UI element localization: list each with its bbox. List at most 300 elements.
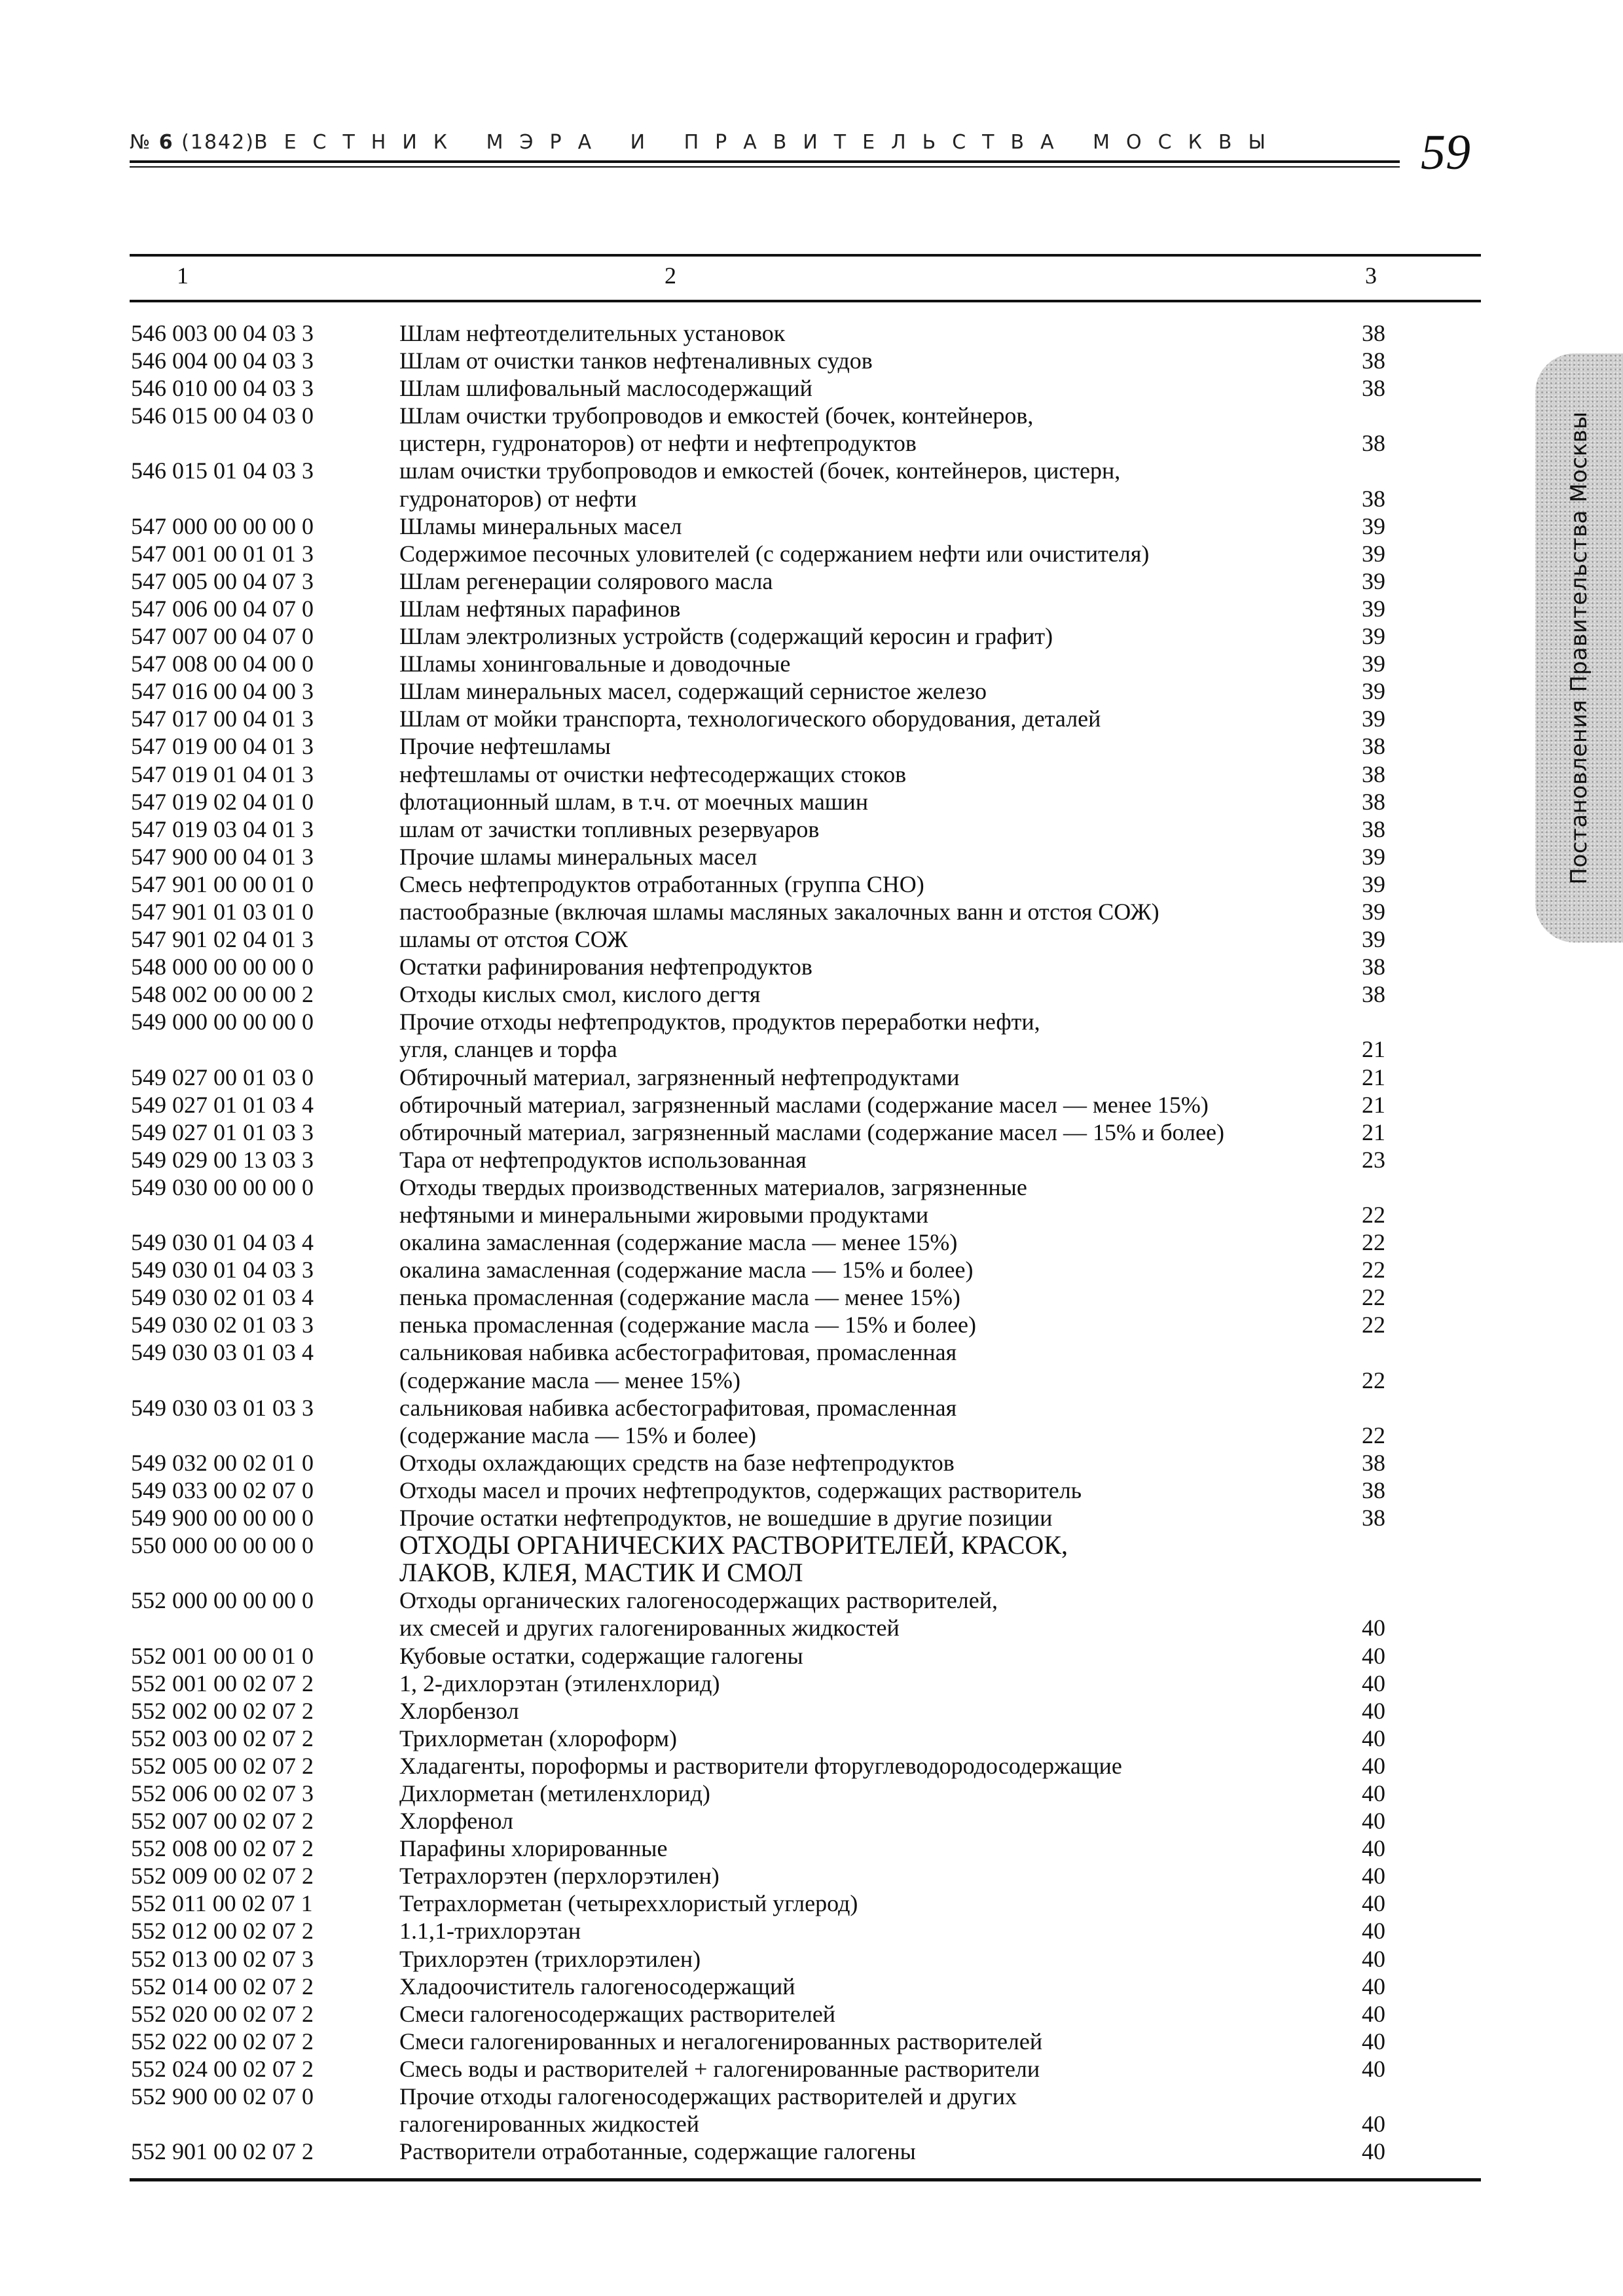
waste-name xyxy=(399,1973,1336,2000)
waste-class: 22 xyxy=(1362,1257,1385,1283)
waste-name xyxy=(399,2055,1336,2083)
waste-code: 552 013 00 02 07 3 xyxy=(131,1945,314,1972)
waste-name xyxy=(399,402,1336,457)
table-row xyxy=(0,1504,1623,1532)
waste-name-line: Отходы кислых смол, кислого дегтя xyxy=(399,981,761,1008)
waste-name-line: Прочие отходы нефтепродуктов, продуктов переработки нефти, xyxy=(399,1009,1040,1035)
waste-name-line: Отходы органических галогеносодержащих растворителей, xyxy=(399,1587,998,1614)
table-row xyxy=(0,1477,1623,1504)
waste-name-line: Содержимое песочных уловителей (с содержанием нефти или очистителя) xyxy=(399,540,1150,567)
waste-class: 38 xyxy=(1362,430,1385,457)
table-row xyxy=(0,2083,1623,2138)
running-header xyxy=(130,131,1400,177)
table-row xyxy=(0,1146,1623,1174)
waste-code: 552 014 00 02 07 2 xyxy=(131,1973,314,2000)
header-rule xyxy=(130,160,1400,163)
waste-name xyxy=(399,622,1336,650)
waste-name xyxy=(399,1064,1336,1091)
waste-name xyxy=(399,1642,1336,1670)
waste-name-line: обтирочный материал, загрязненный маслами (содержание масел — менее 15%) xyxy=(399,1091,1209,1118)
table-row xyxy=(0,1973,1623,2000)
table-row xyxy=(0,1697,1623,1725)
waste-code: 549 029 00 13 03 3 xyxy=(131,1146,314,1173)
table-row xyxy=(0,870,1623,898)
waste-name xyxy=(399,1835,1336,1862)
waste-code: 547 017 00 04 01 3 xyxy=(131,706,314,732)
table-row xyxy=(0,1807,1623,1835)
waste-name-line: угля, сланцев и торфа xyxy=(399,1036,617,1063)
waste-class: 38 xyxy=(1362,788,1385,815)
waste-name-line: гудронаторов) от нефти xyxy=(399,485,637,512)
waste-class: 40 xyxy=(1362,1808,1385,1835)
waste-code: 546 010 00 04 03 3 xyxy=(131,375,314,402)
waste-code: 552 900 00 02 07 0 xyxy=(131,2083,314,2109)
waste-class: 38 xyxy=(1362,348,1385,374)
waste-name-line: сальниковая набивка асбестографитовая, промасленная xyxy=(399,1394,957,1421)
waste-class: 38 xyxy=(1362,733,1385,760)
waste-name xyxy=(399,457,1336,512)
waste-code: 548 002 00 00 00 2 xyxy=(131,981,314,1008)
table-row xyxy=(0,1587,1623,1641)
table-row xyxy=(0,1670,1623,1697)
waste-code: 552 020 00 02 07 2 xyxy=(131,2000,314,2027)
table-row xyxy=(0,595,1623,622)
waste-code: 549 030 02 01 03 3 xyxy=(131,1312,314,1338)
waste-class: 38 xyxy=(1362,1449,1385,1476)
waste-name xyxy=(399,319,1336,347)
waste-code: 549 030 02 01 03 4 xyxy=(131,1284,314,1311)
waste-class: 40 xyxy=(1362,1835,1385,1862)
waste-name-line: окалина замасленная (содержание масла — менее 15%) xyxy=(399,1229,958,1256)
waste-name-line: Остатки рафинирования нефтепродуктов xyxy=(399,954,812,980)
waste-name-line: (содержание масла — 15% и более) xyxy=(399,1422,757,1448)
waste-name-line: Дихлорметан (метиленхлорид) xyxy=(399,1780,710,1806)
waste-class: 40 xyxy=(1362,1945,1385,1972)
waste-name-line: 1, 2-дихлорэтан (этиленхлорид) xyxy=(399,1670,720,1696)
waste-class: 38 xyxy=(1362,320,1385,346)
waste-name xyxy=(399,1256,1336,1283)
waste-code: 552 006 00 02 07 3 xyxy=(131,1780,314,1806)
waste-name xyxy=(399,843,1336,870)
waste-name xyxy=(399,1532,1336,1587)
table-row xyxy=(0,319,1623,347)
waste-name xyxy=(399,816,1336,843)
waste-name-line: Хлорбензол xyxy=(399,1697,519,1724)
table-row xyxy=(0,402,1623,457)
column-header-class: 3 xyxy=(1365,262,1377,289)
waste-code: 546 003 00 04 03 3 xyxy=(131,320,314,346)
waste-name xyxy=(399,1890,1336,1917)
waste-name xyxy=(399,761,1336,788)
table-row xyxy=(0,650,1623,677)
waste-class: 40 xyxy=(1362,1780,1385,1806)
waste-name-line: шлам от зачистки топливных резервуаров xyxy=(399,816,820,842)
waste-class: 22 xyxy=(1362,1284,1385,1311)
table-row xyxy=(0,1256,1623,1283)
waste-name xyxy=(399,1917,1336,1945)
waste-name-line: флотационный шлам, в т.ч. от моечных машин xyxy=(399,788,869,815)
waste-name-line: Шлам нефтеотделительных установок xyxy=(399,320,786,346)
issue-number: № 6 (1842) xyxy=(130,131,255,154)
waste-name xyxy=(399,1449,1336,1477)
waste-name-line: Обтирочный материал, загрязненный нефтепродуктами xyxy=(399,1064,960,1090)
waste-code: 552 003 00 02 07 2 xyxy=(131,1725,314,1751)
waste-name xyxy=(399,1807,1336,1835)
waste-name-line: Тетрахлорметан (четыреххлористый углерод) xyxy=(399,1890,858,1917)
waste-name-line: нефтешламы от очистки нефтесодержащих стоков xyxy=(399,761,907,787)
waste-class: 40 xyxy=(1362,1863,1385,1890)
waste-code: 548 000 00 00 00 0 xyxy=(131,954,314,980)
table-row xyxy=(0,1642,1623,1670)
waste-name xyxy=(399,1146,1336,1174)
waste-code: 547 005 00 04 07 3 xyxy=(131,567,314,594)
waste-name xyxy=(399,1862,1336,1890)
waste-code: 549 032 00 02 01 0 xyxy=(131,1449,314,1476)
waste-name xyxy=(399,980,1336,1008)
waste-name-line: Шлам от очистки танков нефтеналивных судов xyxy=(399,348,873,374)
table-bottom-rule xyxy=(130,2178,1481,2181)
waste-name-line: Шлам минеральных масел, содержащий сернистое железо xyxy=(399,678,987,705)
waste-class: 39 xyxy=(1362,926,1385,953)
waste-name-line: Шламы минеральных масел xyxy=(399,512,682,539)
waste-class: 22 xyxy=(1362,1367,1385,1393)
table-row xyxy=(0,1283,1623,1311)
waste-class: 39 xyxy=(1362,898,1385,925)
table-row xyxy=(0,540,1623,567)
waste-class: 40 xyxy=(1362,2000,1385,2027)
waste-class: 38 xyxy=(1362,485,1385,512)
table-row xyxy=(0,705,1623,732)
waste-class: 38 xyxy=(1362,954,1385,980)
waste-name-line: шлам очистки трубопроводов и емкостей (бочек, контейнеров, цистерн, xyxy=(399,457,1121,484)
table-row xyxy=(0,953,1623,980)
waste-name-line: Смеси галогенированных и негалогенированных растворителей xyxy=(399,2028,1043,2054)
waste-code: 547 901 00 00 01 0 xyxy=(131,870,314,897)
table-row xyxy=(0,2138,1623,2165)
waste-name-line: цистерн, гудронаторов) от нефти и нефтепродуктов xyxy=(399,430,917,457)
waste-code: 547 019 01 04 01 3 xyxy=(131,761,314,787)
waste-name xyxy=(399,567,1336,595)
table-row xyxy=(0,898,1623,925)
table-row xyxy=(0,816,1623,843)
waste-name-line: Парафины хлорированные xyxy=(399,1835,668,1862)
waste-name xyxy=(399,1725,1336,1752)
waste-class: 38 xyxy=(1362,1505,1385,1532)
waste-name-line: пастообразные (включая шламы масляных закалочных ванн и отстоя СОЖ) xyxy=(399,898,1159,925)
waste-code: 552 000 00 00 00 0 xyxy=(131,1587,314,1614)
waste-class: 22 xyxy=(1362,1229,1385,1256)
waste-code: 552 007 00 02 07 2 xyxy=(131,1808,314,1835)
table-row xyxy=(0,1008,1623,1063)
waste-class: 40 xyxy=(1362,1615,1385,1641)
section-heading-row xyxy=(0,1532,1623,1587)
table-row xyxy=(0,1917,1623,1945)
waste-class: 22 xyxy=(1362,1312,1385,1338)
waste-class: 21 xyxy=(1362,1036,1385,1063)
column-header-code: 1 xyxy=(177,262,189,289)
waste-name xyxy=(399,2083,1336,2138)
waste-code: 549 030 01 04 03 3 xyxy=(131,1257,314,1283)
waste-name-line: 1.1,1-трихлорэтан xyxy=(399,1918,581,1945)
waste-class: 40 xyxy=(1362,1670,1385,1696)
waste-name xyxy=(399,1174,1336,1229)
waste-class: 22 xyxy=(1362,1202,1385,1228)
table-row xyxy=(0,1890,1623,1917)
waste-class: 39 xyxy=(1362,540,1385,567)
waste-name-line: Смесь воды и растворителей + галогенированные растворители xyxy=(399,2055,1040,2082)
journal-title: ВЕСТНИК МЭРА И ПРАВИТЕЛЬСТВА МОСКВЫ xyxy=(254,131,1282,154)
waste-name xyxy=(399,2138,1336,2165)
waste-name xyxy=(399,1504,1336,1532)
table-row xyxy=(0,1229,1623,1256)
waste-code: 552 002 00 02 07 2 xyxy=(131,1697,314,1724)
waste-name-line: Прочие отходы галогеносодержащих растворителей и других xyxy=(399,2083,1017,2109)
waste-name xyxy=(399,732,1336,760)
waste-name-line: Растворители отработанные, содержащие галогены xyxy=(399,2138,916,2165)
waste-code: 547 901 01 03 01 0 xyxy=(131,898,314,925)
waste-name-line: Хладоочиститель галогеносодержащий xyxy=(399,1973,795,2000)
waste-class: 21 xyxy=(1362,1091,1385,1118)
table-row xyxy=(0,1119,1623,1146)
waste-name-line: Шлам электролизных устройств (содержащий керосин и графит) xyxy=(399,623,1053,650)
waste-class: 40 xyxy=(1362,1973,1385,2000)
waste-name xyxy=(399,788,1336,816)
waste-class: 39 xyxy=(1362,706,1385,732)
waste-code: 547 008 00 04 00 0 xyxy=(131,651,314,677)
waste-class: 38 xyxy=(1362,375,1385,402)
waste-name-line: Отходы твердых производственных материалов, загрязненные xyxy=(399,1174,1027,1200)
waste-name-line: Хладагенты, пороформы и растворители фторуглеводородосодержащие xyxy=(399,1752,1122,1779)
waste-code: 547 001 00 01 01 3 xyxy=(131,540,314,567)
waste-class: 40 xyxy=(1362,1642,1385,1669)
waste-name xyxy=(399,705,1336,732)
waste-name xyxy=(399,540,1336,567)
waste-code: 549 033 00 02 07 0 xyxy=(131,1477,314,1503)
waste-name-line: Шлам регенерации солярового масла xyxy=(399,567,773,594)
waste-code: 552 901 00 02 07 2 xyxy=(131,2138,314,2165)
waste-name-line: Смеси галогеносодержащих растворителей xyxy=(399,2000,836,2027)
waste-name xyxy=(399,1283,1336,1311)
table-row xyxy=(0,1752,1623,1780)
waste-name xyxy=(399,1587,1336,1641)
waste-name-line: сальниковая набивка асбестографитовая, промасленная xyxy=(399,1339,957,1366)
waste-code: 547 016 00 04 00 3 xyxy=(131,678,314,705)
waste-name-line: пенька промасленная (содержание масла — менее 15%) xyxy=(399,1284,960,1311)
waste-code: 552 022 00 02 07 2 xyxy=(131,2028,314,2054)
waste-name-line: Отходы охлаждающих средств на базе нефтепродуктов xyxy=(399,1449,955,1476)
table-row xyxy=(0,1862,1623,1890)
table-row xyxy=(0,1174,1623,1229)
waste-class: 40 xyxy=(1362,1890,1385,1917)
waste-class: 38 xyxy=(1362,1477,1385,1503)
waste-code: 552 001 00 02 07 2 xyxy=(131,1670,314,1696)
table-row xyxy=(0,512,1623,540)
waste-name-line: Тетрахлорэтен (перхлорэтилен) xyxy=(399,1863,720,1890)
waste-code: 552 009 00 02 07 2 xyxy=(131,1863,314,1890)
waste-code: 549 000 00 00 00 0 xyxy=(131,1009,314,1035)
waste-name xyxy=(399,512,1336,540)
waste-name-line: Шлам шлифовальный маслосодержащий xyxy=(399,375,812,402)
waste-name-line: окалина замасленная (содержание масла — 15% и более) xyxy=(399,1257,974,1283)
waste-name xyxy=(399,898,1336,925)
waste-code: 547 900 00 04 01 3 xyxy=(131,843,314,870)
waste-name xyxy=(399,347,1336,374)
waste-class: 39 xyxy=(1362,843,1385,870)
waste-name-line: ОТХОДЫ ОРГАНИЧЕСКИХ РАСТВОРИТЕЛЕЙ, КРАСОК, xyxy=(399,1530,1068,1560)
waste-code: 549 900 00 00 00 0 xyxy=(131,1505,314,1532)
waste-code: 552 008 00 02 07 2 xyxy=(131,1835,314,1862)
table-row xyxy=(0,1449,1623,1477)
waste-code: 546 015 01 04 03 3 xyxy=(131,457,314,484)
table-row xyxy=(0,732,1623,760)
waste-code: 547 901 02 04 01 3 xyxy=(131,926,314,953)
table-row xyxy=(0,1338,1623,1393)
table-row xyxy=(0,1945,1623,1973)
waste-class: 40 xyxy=(1362,2111,1385,2138)
waste-code: 549 027 00 01 03 0 xyxy=(131,1064,314,1090)
waste-code: 549 027 01 01 03 3 xyxy=(131,1119,314,1145)
waste-name xyxy=(399,2028,1336,2055)
table-row xyxy=(0,761,1623,788)
waste-code: 546 004 00 04 03 3 xyxy=(131,348,314,374)
waste-class: 39 xyxy=(1362,623,1385,650)
waste-code: 549 030 03 01 03 3 xyxy=(131,1394,314,1421)
waste-class: 40 xyxy=(1362,1725,1385,1751)
waste-name xyxy=(399,1311,1336,1338)
waste-name xyxy=(399,1477,1336,1504)
waste-name xyxy=(399,677,1336,705)
table-row xyxy=(0,2028,1623,2055)
table-row xyxy=(0,374,1623,402)
waste-name xyxy=(399,1780,1336,1807)
waste-name-line: Шлам от мойки транспорта, технологического оборудования, деталей xyxy=(399,706,1101,732)
side-tab-label: Постановления Правительства Москвы xyxy=(1566,411,1592,885)
waste-code: 547 000 00 00 00 0 xyxy=(131,512,314,539)
waste-code: 552 011 00 02 07 1 xyxy=(131,1890,313,1917)
header-rule-thin xyxy=(130,166,1400,168)
table-row xyxy=(0,843,1623,870)
waste-name xyxy=(399,870,1336,898)
waste-class: 21 xyxy=(1362,1064,1385,1090)
waste-class: 40 xyxy=(1362,2138,1385,2165)
table-row xyxy=(0,567,1623,595)
table-row xyxy=(0,347,1623,374)
waste-class: 23 xyxy=(1362,1146,1385,1173)
waste-name-line: Прочие нефтешламы xyxy=(399,733,611,760)
waste-class: 40 xyxy=(1362,1752,1385,1779)
waste-name-line: обтирочный материал, загрязненный маслами (содержание масел — 15% и более) xyxy=(399,1119,1224,1145)
waste-code: 546 015 00 04 03 0 xyxy=(131,403,314,429)
waste-name-line: их смесей и других галогенированных жидкостей xyxy=(399,1615,900,1641)
waste-name-line: Трихлорметан (хлороформ) xyxy=(399,1725,677,1751)
waste-name-line: Отходы масел и прочих нефтепродуктов, содержащих растворитель xyxy=(399,1477,1082,1503)
waste-name-line: пенька промасленная (содержание масла — 15% и более) xyxy=(399,1312,976,1338)
table-row xyxy=(0,1725,1623,1752)
waste-name xyxy=(399,1091,1336,1119)
waste-name-line: Шлам очистки трубопроводов и емкостей (бочек, контейнеров, xyxy=(399,403,1034,429)
waste-code: 549 030 03 01 03 4 xyxy=(131,1339,314,1366)
table-row xyxy=(0,1064,1623,1091)
table-row xyxy=(0,1780,1623,1807)
waste-class: 40 xyxy=(1362,1697,1385,1724)
waste-name xyxy=(399,595,1336,622)
waste-name-line: Прочие остатки нефтепродуктов, не вошедшие в другие позиции xyxy=(399,1505,1053,1532)
waste-class: 39 xyxy=(1362,595,1385,622)
table-row xyxy=(0,622,1623,650)
waste-name xyxy=(399,2000,1336,2028)
waste-class: 39 xyxy=(1362,678,1385,705)
waste-code: 552 024 00 02 07 2 xyxy=(131,2055,314,2082)
waste-code: 547 019 03 04 01 3 xyxy=(131,816,314,842)
waste-name xyxy=(399,1670,1336,1697)
table-row xyxy=(0,2055,1623,2083)
table-row xyxy=(0,677,1623,705)
waste-code: 552 001 00 00 01 0 xyxy=(131,1642,314,1669)
waste-code: 549 030 00 00 00 0 xyxy=(131,1174,314,1200)
waste-name xyxy=(399,953,1336,980)
waste-name xyxy=(399,925,1336,953)
waste-class: 39 xyxy=(1362,870,1385,897)
waste-name xyxy=(399,1945,1336,1973)
waste-name-line: Прочие шламы минеральных масел xyxy=(399,843,757,870)
waste-code: 552 012 00 02 07 2 xyxy=(131,1918,314,1945)
table-row xyxy=(0,925,1623,953)
waste-code: 550 000 00 00 00 0 xyxy=(131,1532,314,1559)
waste-name-line: (содержание масла — менее 15%) xyxy=(399,1367,740,1393)
waste-name xyxy=(399,650,1336,677)
waste-name xyxy=(399,1752,1336,1780)
waste-name-line: Шламы хонинговальные и доводочные xyxy=(399,651,791,677)
waste-name-line: Тара от нефтепродуктов использованная xyxy=(399,1146,807,1173)
waste-name xyxy=(399,1229,1336,1256)
waste-class: 21 xyxy=(1362,1119,1385,1145)
waste-name xyxy=(399,374,1336,402)
table-header-rule xyxy=(130,300,1481,302)
table-row xyxy=(0,2000,1623,2028)
waste-name-line: шламы от отстоя СОЖ xyxy=(399,926,629,953)
waste-name-line: нефтяными и минеральными жировыми продуктами xyxy=(399,1202,929,1228)
waste-name xyxy=(399,1697,1336,1725)
waste-class: 40 xyxy=(1362,2028,1385,2054)
waste-name-line: Трихлорэтен (трихлорэтилен) xyxy=(399,1945,701,1972)
waste-class: 38 xyxy=(1362,981,1385,1008)
table-row xyxy=(0,1394,1623,1449)
table-top-rule xyxy=(130,254,1481,257)
waste-class: 38 xyxy=(1362,816,1385,842)
column-header-name: 2 xyxy=(665,262,676,289)
waste-name xyxy=(399,1394,1336,1449)
table-row xyxy=(0,1835,1623,1862)
waste-name xyxy=(399,1008,1336,1063)
waste-class: 40 xyxy=(1362,2055,1385,2082)
waste-class: 38 xyxy=(1362,761,1385,787)
table-row xyxy=(0,457,1623,512)
waste-class: 40 xyxy=(1362,1918,1385,1945)
waste-name-line: галогенированных жидкостей xyxy=(399,2111,700,2138)
waste-code: 547 019 02 04 01 0 xyxy=(131,788,314,815)
waste-name-line: Хлорфенол xyxy=(399,1808,514,1835)
waste-code: 547 019 00 04 01 3 xyxy=(131,733,314,760)
table-row xyxy=(0,1091,1623,1119)
waste-code: 552 005 00 02 07 2 xyxy=(131,1752,314,1779)
waste-class: 22 xyxy=(1362,1422,1385,1448)
waste-name xyxy=(399,1119,1336,1146)
waste-name-line: ЛАКОВ, КЛЕЯ, МАСТИК И СМОЛ xyxy=(399,1558,803,1588)
table-row xyxy=(0,1311,1623,1338)
waste-code: 547 006 00 04 07 0 xyxy=(131,595,314,622)
waste-name xyxy=(399,1338,1336,1393)
table-row xyxy=(0,980,1623,1008)
